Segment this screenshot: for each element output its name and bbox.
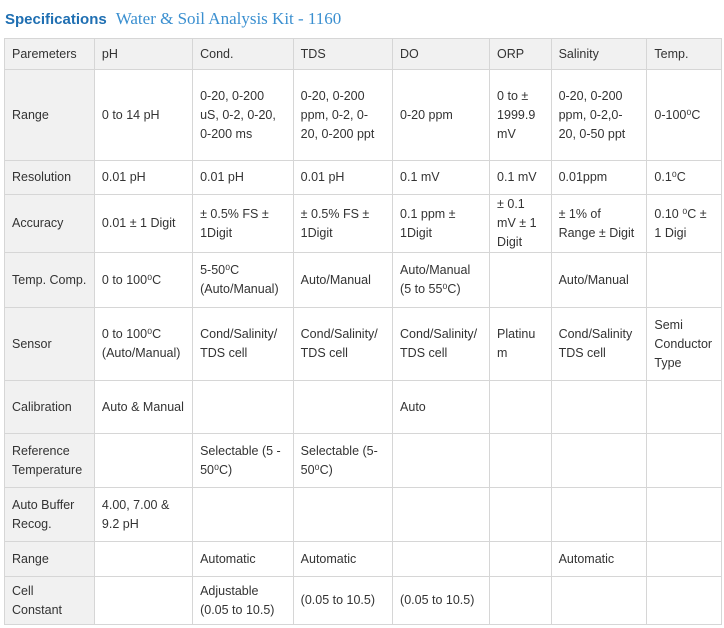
table-cell: Automatic	[193, 542, 294, 577]
specifications-tab-label: Specifications	[5, 10, 107, 28]
column-header: Temp.	[647, 39, 722, 70]
column-header: TDS	[293, 39, 392, 70]
table-cell: 5-50⁰C (Auto/Manual)	[193, 253, 294, 308]
table-cell	[393, 542, 490, 577]
row-label: Accuracy	[5, 195, 95, 253]
table-cell: Selectable (5 - 50⁰C)	[193, 434, 294, 488]
table-cell: Adjustable (0.05 to 10.5)	[193, 577, 294, 625]
table-cell	[490, 434, 552, 488]
row-label: Temp. Comp.	[5, 253, 95, 308]
table-cell	[490, 542, 552, 577]
product-title: Water & Soil Analysis Kit - 1160	[115, 9, 342, 28]
table-cell: Automatic	[293, 542, 392, 577]
table-cell: 0-20, 0-200 uS, 0-2, 0-20, 0-200 ms	[193, 70, 294, 161]
column-header: Paremeters	[5, 39, 95, 70]
row-label: Cell Constant	[5, 577, 95, 625]
row-label: Calibration	[5, 381, 95, 434]
table-cell: 0-100⁰C	[647, 70, 722, 161]
table-cell: (0.05 to 10.5)	[393, 577, 490, 625]
row-label: Resolution	[5, 161, 95, 195]
table-cell: ± 0.1 mV ± 1 Digit	[490, 195, 552, 253]
table-row	[5, 488, 722, 542]
table-cell	[647, 542, 722, 577]
table-cell: Auto & Manual	[94, 381, 192, 434]
column-header: pH	[94, 39, 192, 70]
table-cell: 0.01 pH	[193, 161, 294, 195]
table-row	[5, 70, 722, 161]
table-cell: 0.01 pH	[293, 161, 392, 195]
table-cell: Auto/Manual	[293, 253, 392, 308]
table-cell: Cond/Salinity TDS cell	[551, 308, 647, 381]
table-cell	[94, 577, 192, 625]
table-cell: 0-20, 0-200 ppm, 0-2,0-20, 0-50 ppt	[551, 70, 647, 161]
table-cell: Cond/Salinity/ TDS cell	[293, 308, 392, 381]
table-header-row	[5, 39, 722, 70]
table-cell: ± 0.5% FS ± 1Digit	[293, 195, 392, 253]
row-label: Reference Temperature	[5, 434, 95, 488]
table-cell	[193, 488, 294, 542]
table-row	[5, 381, 722, 434]
table-row	[5, 195, 722, 253]
table-cell	[647, 434, 722, 488]
table-cell: 0.10 ⁰C ± 1 Digi	[647, 195, 722, 253]
table-cell	[193, 381, 294, 434]
table-cell	[551, 434, 647, 488]
table-row	[5, 577, 722, 625]
table-row	[5, 308, 722, 381]
table-cell: 0.01 ± 1 Digit	[94, 195, 192, 253]
table-cell: 0 to 100⁰C (Auto/Manual)	[94, 308, 192, 381]
table-cell: Automatic	[551, 542, 647, 577]
table-cell: 0.1 ppm ± 1Digit	[393, 195, 490, 253]
table-cell: ± 0.5% FS ± 1Digit	[193, 195, 294, 253]
table-cell: 0-20 ppm	[393, 70, 490, 161]
table-row	[5, 253, 722, 308]
specifications-table	[4, 38, 722, 625]
table-cell: 0.01ppm	[551, 161, 647, 195]
table-cell	[94, 434, 192, 488]
row-label: Range	[5, 70, 95, 161]
table-cell	[551, 577, 647, 625]
table-cell	[293, 488, 392, 542]
table-cell	[647, 577, 722, 625]
table-cell: 0.1⁰C	[647, 161, 722, 195]
table-cell: Auto	[393, 381, 490, 434]
table-row	[5, 542, 722, 577]
table-cell	[551, 488, 647, 542]
table-row	[5, 434, 722, 488]
table-cell	[551, 381, 647, 434]
table-cell: Semi Conductor Type	[647, 308, 722, 381]
column-header: Cond.	[193, 39, 294, 70]
table-cell: Selectable (5-50⁰C)	[293, 434, 392, 488]
table-cell: Cond/Salinity/ TDS cell	[193, 308, 294, 381]
table-cell: Cond/Salinity/ TDS cell	[393, 308, 490, 381]
column-header: Salinity	[551, 39, 647, 70]
table-cell	[490, 253, 552, 308]
table-cell: 0.1 mV	[393, 161, 490, 195]
row-label: Sensor	[5, 308, 95, 381]
table-cell: 4.00, 7.00 & 9.2 pH	[94, 488, 192, 542]
table-cell	[393, 488, 490, 542]
table-cell: 0 to 14 pH	[94, 70, 192, 161]
table-cell: Auto/Manual	[551, 253, 647, 308]
table-cell	[293, 381, 392, 434]
table-cell	[647, 381, 722, 434]
row-label: Range	[5, 542, 95, 577]
row-label: Auto Buffer Recog.	[5, 488, 95, 542]
table-cell: ± 1% of Range ± Digit	[551, 195, 647, 253]
table-cell	[647, 488, 722, 542]
table-cell	[647, 253, 722, 308]
table-cell: Platinum	[490, 308, 552, 381]
table-cell: 0.01 pH	[94, 161, 192, 195]
table-cell	[393, 434, 490, 488]
table-cell: 0.1 mV	[490, 161, 552, 195]
table-cell: 0-20, 0-200 ppm, 0-2, 0-20, 0-200 ppt	[293, 70, 392, 161]
table-cell	[94, 542, 192, 577]
column-header: ORP	[490, 39, 552, 70]
table-row	[5, 161, 722, 195]
specifications-table-body	[5, 39, 722, 625]
page-header	[0, 0, 724, 38]
table-cell: 0 to ± 1999.9 mV	[490, 70, 552, 161]
table-cell: (0.05 to 10.5)	[293, 577, 392, 625]
table-cell	[490, 381, 552, 434]
table-cell: Auto/Manual (5 to 55⁰C)	[393, 253, 490, 308]
table-cell	[490, 577, 552, 625]
table-cell	[490, 488, 552, 542]
table-cell: 0 to 100⁰C	[94, 253, 192, 308]
column-header: DO	[393, 39, 490, 70]
